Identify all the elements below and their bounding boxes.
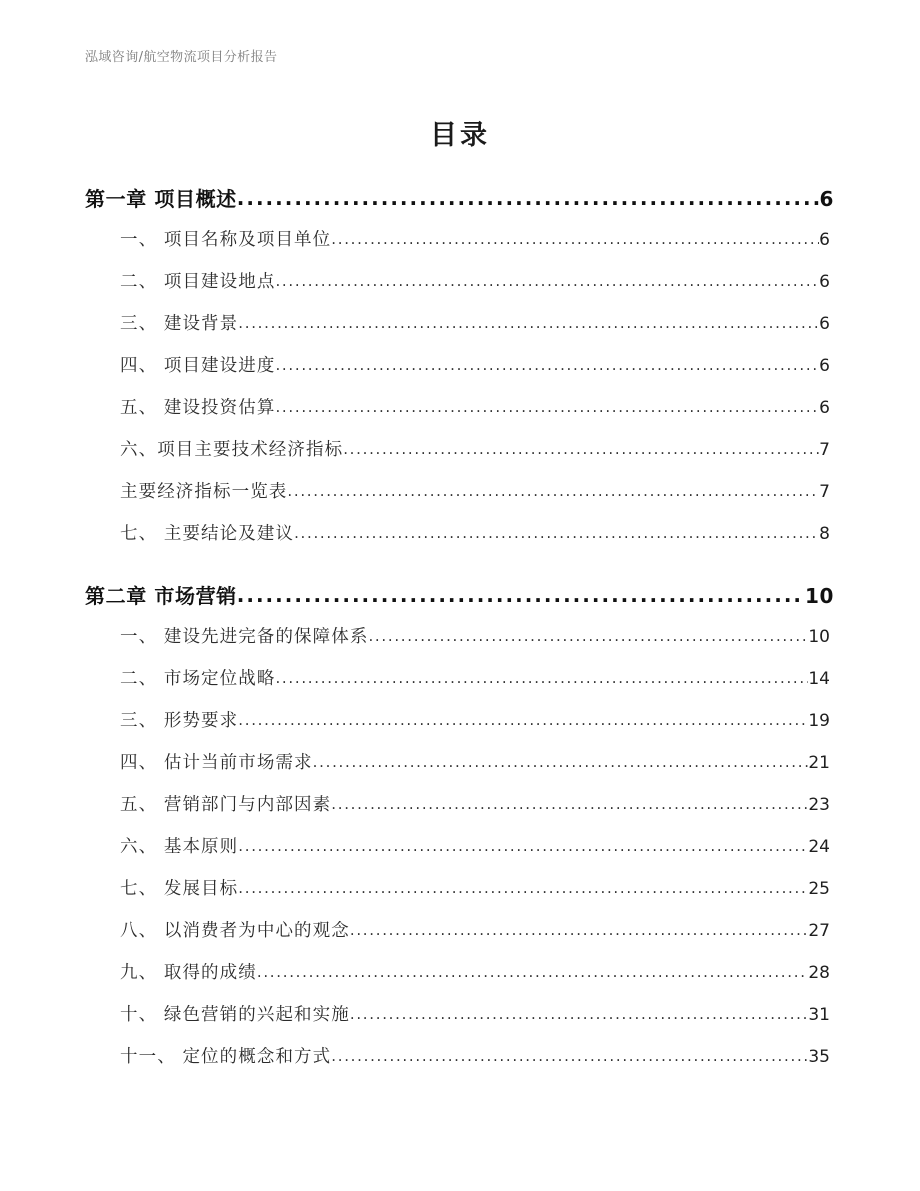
toc-page-number: 6 [819, 398, 830, 418]
toc-entry-label: 第一章 项目概述 [85, 187, 237, 211]
toc-page-number: 35 [808, 1047, 830, 1067]
toc-section-row[interactable] [0, 436, 920, 478]
toc-section-row[interactable] [0, 791, 920, 833]
toc-entry-label: 六、项目主要技术经济指标 [120, 440, 344, 460]
toc-page-number: 7 [819, 482, 830, 502]
toc-chapter-row[interactable] [0, 580, 920, 623]
toc-section-row[interactable] [0, 520, 920, 562]
toc-section-row[interactable] [0, 478, 920, 520]
toc-section-row[interactable] [0, 1043, 920, 1085]
toc-leader-dots [237, 583, 805, 607]
table-of-contents [0, 183, 920, 1085]
toc-section-row[interactable] [0, 665, 920, 707]
toc-page-number: 24 [808, 837, 830, 857]
toc-leader-dots [275, 356, 819, 374]
toc-entry-label: 五、 建设投资估算 [120, 398, 276, 418]
toc-section-row[interactable] [0, 268, 920, 310]
toc-entry-label: 四、 估计当前市场需求 [120, 753, 313, 773]
toc-section-row[interactable] [0, 707, 920, 749]
toc-page-number: 23 [808, 795, 830, 815]
toc-section-row[interactable] [0, 917, 920, 959]
toc-page-number: 14 [808, 669, 830, 689]
toc-page-number: 6 [819, 230, 830, 250]
toc-page-number: 6 [819, 272, 830, 292]
toc-page-number: 10 [804, 584, 834, 608]
toc-entry-label: 第二章 市场营销 [85, 584, 237, 608]
toc-page-number: 10 [808, 627, 830, 647]
toc-entry-label: 一、 项目名称及项目单位 [120, 230, 332, 250]
toc-leader-dots [257, 963, 808, 981]
toc-leader-dots [238, 837, 808, 855]
toc-section-row[interactable] [0, 833, 920, 875]
toc-entry-label: 九、 取得的成绩 [120, 963, 257, 983]
toc-leader-dots [294, 524, 819, 542]
toc-chapter-row[interactable] [0, 183, 920, 226]
toc-leader-dots [275, 272, 819, 290]
toc-leader-dots [287, 482, 819, 500]
toc-leader-dots [368, 627, 808, 645]
page-title: 目录 [430, 120, 490, 151]
toc-page-number: 21 [808, 753, 830, 773]
toc-page-number: 8 [819, 524, 830, 544]
toc-entry-label: 六、 基本原则 [120, 837, 239, 857]
toc-page-number: 7 [819, 440, 830, 460]
toc-leader-dots [313, 753, 809, 771]
toc-section-row[interactable] [0, 875, 920, 917]
toc-page-number: 27 [808, 921, 830, 941]
toc-leader-dots [350, 921, 808, 939]
toc-entry-label: 三、 形势要求 [120, 711, 239, 731]
toc-leader-dots [238, 314, 819, 332]
running-header: 泓域咨询/航空物流项目分析报告 [85, 50, 278, 65]
toc-leader-dots [237, 186, 820, 210]
toc-page-number: 28 [808, 963, 830, 983]
toc-leader-dots [238, 879, 808, 897]
toc-leader-dots [275, 669, 808, 687]
toc-section-row[interactable] [0, 352, 920, 394]
toc-entry-label: 十、 绿色营销的兴起和实施 [120, 1005, 350, 1025]
toc-entry-label: 七、 发展目标 [120, 879, 239, 899]
toc-section-row[interactable] [0, 1001, 920, 1043]
toc-leader-dots [331, 230, 819, 248]
toc-page-number: 31 [808, 1005, 830, 1025]
toc-entry-label: 五、 营销部门与内部因素 [120, 795, 332, 815]
toc-page-number: 6 [819, 356, 830, 376]
toc-leader-dots [238, 711, 808, 729]
toc-page-number: 6 [819, 187, 834, 211]
toc-entry-label: 二、 市场定位战略 [120, 669, 276, 689]
toc-page-number: 6 [819, 314, 830, 334]
toc-leader-dots [275, 398, 819, 416]
toc-section-row[interactable] [0, 623, 920, 665]
toc-section-row[interactable] [0, 749, 920, 791]
toc-page-number: 25 [808, 879, 830, 899]
toc-leader-dots [331, 795, 808, 813]
toc-leader-dots [331, 1047, 808, 1065]
toc-leader-dots [350, 1005, 808, 1023]
toc-section-row[interactable] [0, 226, 920, 268]
toc-entry-label: 七、 主要结论及建议 [120, 524, 295, 544]
toc-section-row[interactable] [0, 310, 920, 352]
toc-entry-label: 一、 建设先进完备的保障体系 [120, 627, 369, 647]
toc-entry-label: 十一、 定位的概念和方式 [120, 1047, 332, 1067]
toc-entry-label: 主要经济指标一览表 [120, 482, 288, 502]
toc-entry-label: 三、 建设背景 [120, 314, 239, 334]
toc-entry-label: 二、 项目建设地点 [120, 272, 276, 292]
toc-entry-label: 八、 以消费者为中心的观念 [120, 921, 350, 941]
toc-section-row[interactable] [0, 959, 920, 1001]
toc-section-row[interactable] [0, 394, 920, 436]
toc-page-number: 19 [808, 711, 830, 731]
toc-leader-dots [343, 440, 819, 458]
toc-entry-label: 四、 项目建设进度 [120, 356, 276, 376]
